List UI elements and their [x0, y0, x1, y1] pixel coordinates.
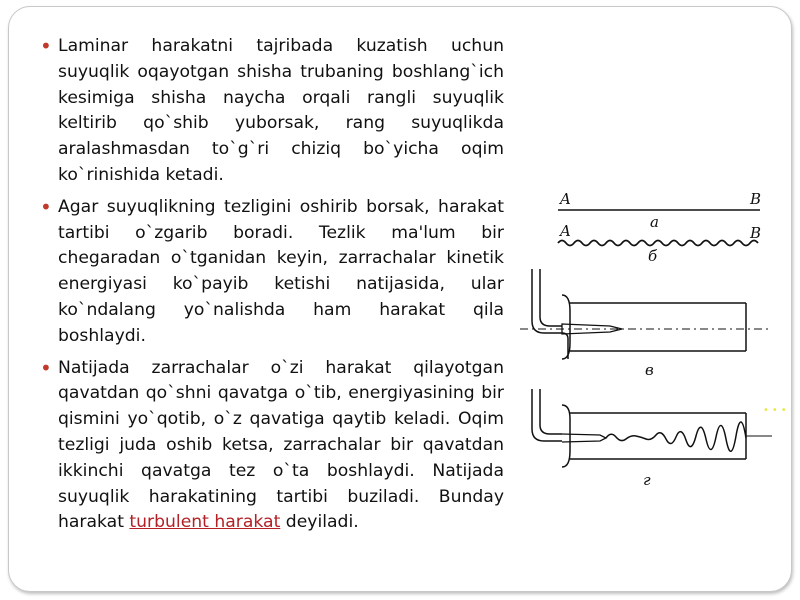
turbulent-link[interactable]: turbulent harakat [129, 512, 281, 533]
label-b2: B [750, 224, 762, 242]
tube-laminar [520, 269, 770, 359]
tube-turbulent [532, 389, 772, 467]
label-a2: A [560, 222, 571, 240]
bullet-text-1: Laminar harakatni tajribada kuzatish uchun suyuqlik oqayotgan shisha trubaning boshlang`ich kesimiga shisha naycha orqali rangli suyuqlik keltirib qo`shib yuborsak, rang suyuqlikda aralashmasdan to`g`ri chiziq bo`yicha oqim ko`rinishida ketadi. [58, 36, 504, 185]
label-a-sub: a [650, 213, 659, 231]
text-content [42, 34, 504, 542]
bullet-item-1 [42, 34, 504, 189]
bullet-text-3a: Natijada zarrachalar o`zi harakat qilayotgan qavatdan qo`shni qavatga o`tib, energiyasining bir qismini yo`qotib, o`z qavatiga qaytib keladi. Oqim tezligi juda oshib ketsa, zarrachalar bir qavatdan ikkinchi qavatga tez o`ta boshlaydi. Natijada suyuqlik harakatining tartibi buziladi. Bunday harakat [58, 357, 504, 533]
decorative-dots: ••• [763, 405, 790, 416]
bullet-item-3 [42, 356, 504, 537]
bullet-dot-icon: • [40, 194, 52, 219]
label-b-sub: б [648, 247, 658, 265]
label-v-sub: в [645, 361, 654, 379]
bullet-item-2 [42, 195, 504, 350]
turbulent-streamline [558, 241, 758, 246]
label-b1: B [750, 190, 762, 208]
label-g-sub: г [643, 471, 651, 489]
bullet-text-2: Agar suyuqlikning tezligini oshirib borsak, harakat tartibi o`zgarib boradi. Tezlik ma'lum bir chegaradan o`tganidan keyin, zarrachalar kinetik energiyasi ko`payib ketishi natijasida, ular ko`ndalang yo`nalishda ham harakat qila boshlaydi. [58, 196, 504, 346]
bullet-dot-icon: • [40, 355, 52, 380]
flow-diagram [510, 183, 780, 503]
bullet-text-3b: deyiladi. [280, 512, 359, 533]
label-a1: A [560, 190, 571, 208]
bullet-dot-icon: • [40, 34, 52, 58]
